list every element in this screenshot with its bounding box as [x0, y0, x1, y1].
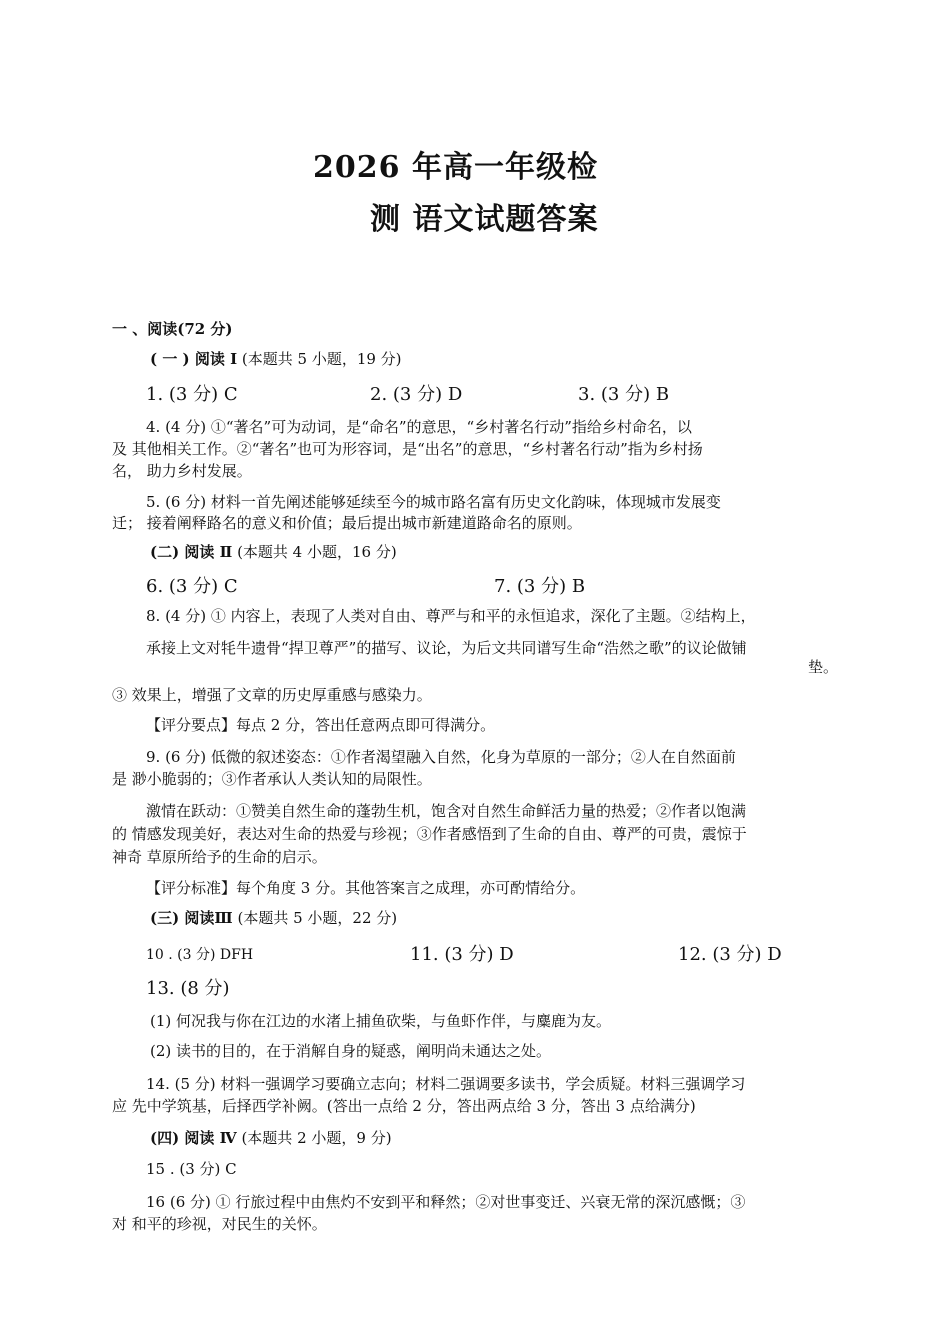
part4-heading — [150, 1127, 392, 1148]
part1-heading — [150, 348, 402, 369]
scoring-note-q8: 【评分要点】每点 2 分，答出任意两点即可得满分。 — [146, 716, 496, 734]
answer-q3: 3. (3 分) B — [578, 384, 670, 405]
answer-q13: 13. (8 分) — [146, 978, 230, 999]
answer-q10: 10 . (3 分) DFH — [146, 947, 254, 963]
part2-heading-note: (本题共 4 小题，16 分) — [237, 543, 397, 561]
part4-heading-label: (四) 阅读 Ⅳ — [150, 1129, 237, 1147]
answer-q8-line-4: ③ 效果上，增强了文章的历史厚重感与感染力。 — [112, 686, 432, 704]
part3-heading-label: (三) 阅读Ⅲ — [150, 909, 233, 927]
answer-q16-line-1: 16 (6 分) ① 行旅过程中由焦灼不安到平和释然；②对世事变迁、兴衰无常的深沉感慨；③ — [146, 1193, 746, 1211]
answer-q8-line-3: 垫。 — [808, 658, 839, 676]
answer-q9-line-2: 是 渺小脆弱的；③作者承认人类认知的局限性。 — [112, 770, 432, 788]
scoring-note-q9: 【评分标准】每个角度 3 分。其他答案言之成理，亦可酌情给分。 — [146, 879, 586, 897]
answer-q14-line-1: 14. (5 分) 材料一强调学习要确立志向；材料二强调要多读书，学会质疑。材料三强调学习 — [146, 1075, 746, 1093]
answer-q12: 12. (3 分) D — [678, 944, 782, 965]
answer-q8-line-1: 8. (4 分) ① 内容上，表现了人类对自由、尊严与和平的永恒追求，深化了主题。②结构上， — [146, 607, 756, 625]
answer-q13-part-1: (1) 何况我与你在江边的水渚上捕鱼砍柴，与鱼虾作伴，与麋鹿为友。 — [150, 1012, 612, 1030]
answer-q5-line-2: 迁； 接着阐释路名的意义和价值；最后提出城市新建道路命名的原则。 — [112, 514, 582, 532]
answer-q8-line-2: 承接上文对牦牛遗骨“捍卫尊严”的描写、议论，为后文共同谱写生命“浩然之歌”的议论做铺 — [146, 639, 747, 657]
answer-q15: 15 . (3 分) C — [146, 1160, 237, 1178]
answer-q5-line-1: 5. (6 分) 材料一首先阐述能够延续至今的城市路名富有历史文化韵味，体现城市发展变 — [146, 493, 721, 511]
answer-q4-line-2: 及 其他相关工作。②“著名”也可为形容词，是“出名”的意思，“乡村著名行动”指为乡村扬 — [112, 440, 703, 458]
answer-q9-line-4: 的 情感发现美好，表达对生命的热爱与珍视；③作者感悟到了生命的自由、尊严的可贵，震惊于 — [112, 825, 747, 843]
part3-heading — [150, 907, 397, 928]
part4-heading-note: (本题共 2 小题，9 分) — [241, 1129, 392, 1147]
answer-q4-line-1: 4. (4 分) ①“著名”可为动词，是“命名”的意思，“乡村著名行动”指给乡村命名，以 — [146, 418, 692, 436]
part2-heading — [150, 541, 397, 562]
answer-q6: 6. (3 分) C — [146, 576, 238, 597]
part2-heading-label: (二) 阅读 Ⅱ — [150, 543, 233, 561]
answer-q11: 11. (3 分) D — [410, 944, 514, 965]
answer-q7: 7. (3 分) B — [494, 576, 586, 597]
section-heading: 一 、阅读(72 分) — [112, 320, 233, 338]
answer-q4-line-3: 名， 助力乡村发展。 — [112, 462, 252, 480]
answer-q9-line-1: 9. (6 分) 低微的叙述姿态：①作者渴望融入自然，化身为草原的一部分；②人在自然面前 — [146, 748, 736, 766]
answer-q16-line-2: 对 和平的珍视，对民生的关怀。 — [112, 1215, 327, 1233]
page-title-line-2: 测 语文试题答案 — [370, 202, 599, 237]
answer-q1: 1. (3 分) C — [146, 384, 238, 405]
answer-q2: 2. (3 分) D — [370, 384, 463, 405]
page-title-line-1: 2026 年高一年级检 — [313, 150, 598, 185]
part1-heading-note: (本题共 5 小题，19 分) — [241, 350, 402, 368]
answer-q9-line-5: 神奇 草原所给予的生命的启示。 — [112, 848, 327, 866]
part3-heading-note: (本题共 5 小题，22 分) — [237, 909, 398, 927]
part1-heading-label: ( 一 ) 阅读 I — [150, 350, 238, 368]
answer-q13-part-2: (2) 读书的目的，在于消解自身的疑惑，阐明尚未通达之处。 — [150, 1042, 552, 1060]
answer-q14-line-2: 应 先中学筑基，后择西学补阙。(答出一点给 2 分，答出两点给 3 分，答出 3 点给满分) — [112, 1097, 696, 1115]
answer-q9-line-3: 激情在跃动：①赞美自然生命的蓬勃生机，饱含对自然生命鲜活力量的热爱；②作者以饱满 — [146, 802, 747, 820]
